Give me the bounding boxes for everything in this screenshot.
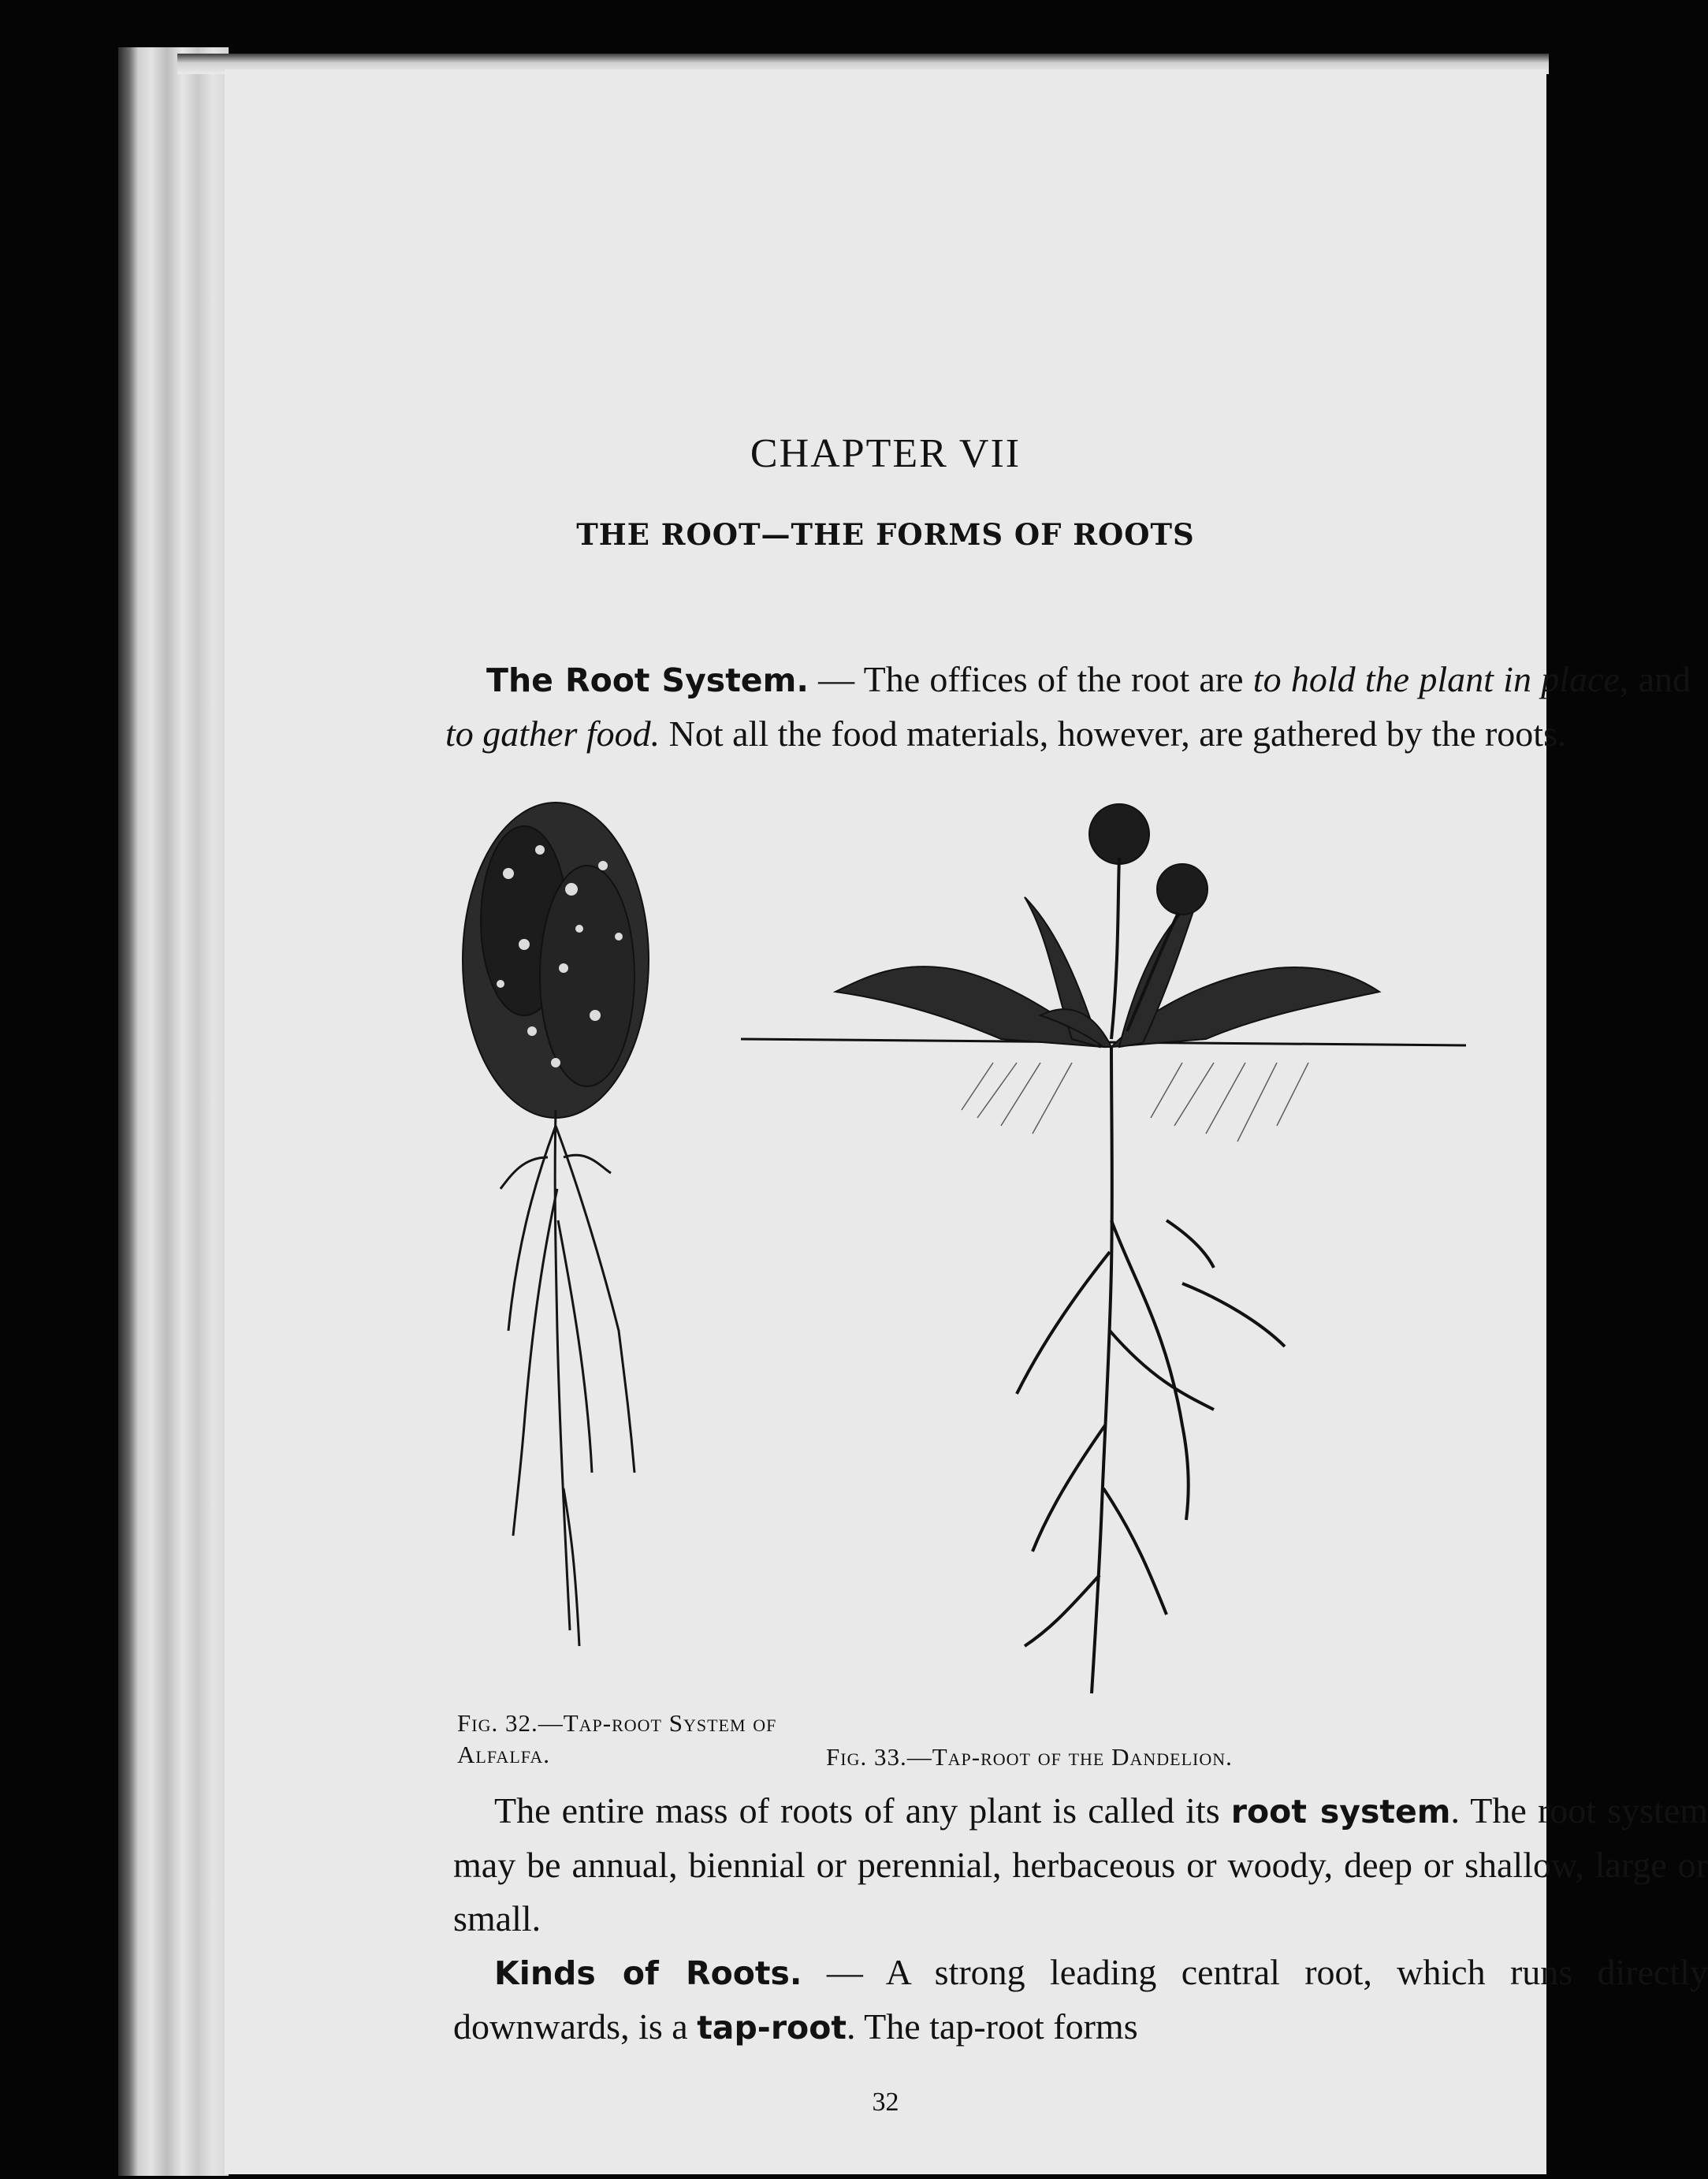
runin-heading: Kinds of Roots. [494, 1954, 802, 1992]
figure-caption: Fig. 33.—Tap-root of the Dandelion. [826, 1743, 1233, 1771]
section-title: THE ROOT—THE FORMS OF ROOTS [576, 517, 1195, 552]
book-binding [118, 47, 229, 2176]
runin-heading: The Root System. [486, 661, 809, 699]
italic-phrase: to gather food. [445, 713, 661, 754]
text-run: The offices of the root are [863, 659, 1253, 699]
alfalfa-illustration [437, 779, 690, 1693]
bold-term: root system [1230, 1793, 1451, 1831]
paragraph-root-system [445, 653, 1691, 761]
paragraph-root-system-definition [453, 1784, 1708, 2054]
page-number: 32 [872, 2088, 899, 2117]
book-page [225, 69, 1708, 2174]
text-run: . The root system may be annual, biennial or perennial, herbaceous or woody, deep or shallow, large or small. [453, 1790, 1708, 1939]
text-run: A strong leading central root, which runs directly downwards, is a [453, 1952, 1708, 2047]
text-run: , and [1619, 659, 1691, 699]
text-run: The entire mass of roots of any plant is called its [494, 1790, 1231, 1831]
text-run: Not all the food materials, however, are gathered by the roots. [660, 713, 1567, 754]
dandelion-illustration [741, 779, 1466, 1725]
chapter-title: CHAPTER VII [750, 431, 1021, 476]
em-dash: — [802, 1952, 886, 1992]
italic-phrase: to hold the plant in place [1252, 659, 1620, 699]
text-run: . The tap-root forms [846, 2006, 1138, 2047]
bold-term: tap-root [697, 2009, 847, 2047]
figure-caption: Fig. 32.—Tap-root System of Alfalfa. [457, 1709, 777, 1768]
em-dash: — [808, 659, 864, 699]
